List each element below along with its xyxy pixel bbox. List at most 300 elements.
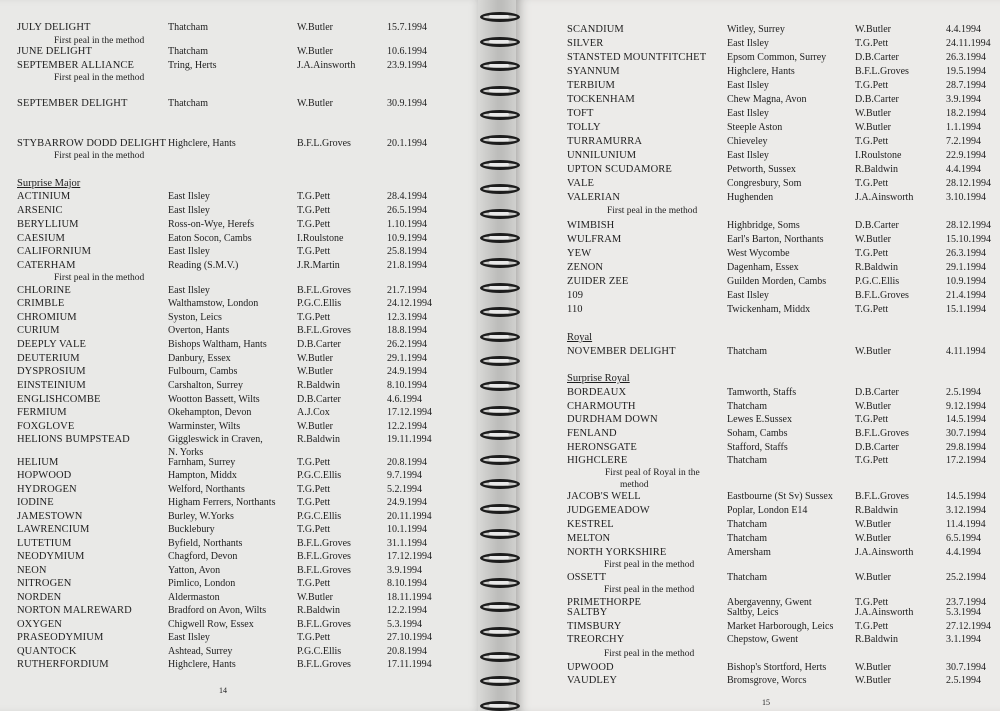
left-entry-ringer: B.F.L.Groves: [297, 138, 351, 149]
left-entry-place: Danbury, Essex: [168, 353, 231, 364]
right-entry-method: 109: [567, 290, 584, 301]
right-entry-place: Highclere, Hants: [727, 66, 795, 77]
spiral-coil: [480, 110, 520, 120]
left-entry-date: 17.12.1994: [387, 407, 432, 418]
right-entry-date: 5.3.1994: [946, 607, 981, 618]
left-entry-date: 20.1.1994: [387, 138, 427, 149]
right-entry-method: FENLAND: [567, 428, 617, 439]
left-entry-method: DYSPROSIUM: [17, 366, 86, 377]
left-entry-ringer: W.Butler: [297, 592, 334, 603]
left-entry-method: LUTETIUM: [17, 538, 72, 549]
spiral-coil: [480, 184, 520, 194]
right-entry-method: UNNILUNIUM: [567, 150, 637, 161]
left-entry-place: Highclere, Hants: [168, 659, 236, 670]
right-entry-place: Highbridge, Soms: [727, 220, 800, 231]
place-continuation: N. Yorks: [168, 447, 204, 458]
left-entry-method: NORDEN: [17, 592, 62, 603]
left-entry-method: SEPTEMBER ALLIANCE: [17, 60, 135, 71]
right-entry-ringer: B.F.L.Groves: [855, 66, 909, 77]
right-entry-date: 27.12.1994: [946, 621, 991, 632]
left-entry-ringer: W.Butler: [297, 353, 334, 364]
right-entry-date: 4.4.1994: [946, 24, 981, 35]
right-entry-ringer: J.A.Ainsworth: [855, 192, 914, 203]
right-entry-method: UPWOOD: [567, 662, 614, 673]
method-note: First peal in the method: [54, 73, 145, 83]
right-entry-date: 14.5.1994: [946, 414, 986, 425]
right-entry-place: Saltby, Leics: [727, 607, 779, 618]
left-entry-date: 25.8.1994: [387, 246, 427, 257]
left-entry-method: HYDROGEN: [17, 484, 77, 495]
left-entry-place: Hampton, Middx: [168, 470, 237, 481]
left-entry-date: 24.9.1994: [387, 366, 427, 377]
right-entry-method: NOVEMBER DELIGHT: [567, 346, 676, 357]
spiral-coil: [480, 283, 520, 293]
right-entry-date: 2.5.1994: [946, 387, 981, 398]
left-entry-date: 10.1.1994: [387, 524, 427, 535]
right-entry-place: Thatcham: [727, 533, 767, 544]
left-entry-date: 17.11.1994: [387, 659, 432, 670]
right-entry-method: 110: [567, 304, 583, 315]
right-entry-date: 25.2.1994: [946, 572, 986, 583]
left-entry-method: HELIUM: [17, 457, 59, 468]
left-entry-date: 26.2.1994: [387, 339, 427, 350]
page-number: 15: [762, 698, 770, 707]
left-entry-ringer: B.F.L.Groves: [297, 285, 351, 296]
left-entry-place: Bradford on Avon, Wilts: [168, 605, 267, 616]
right-entry-date: 15.1.1994: [946, 304, 986, 315]
right-entry-method: TOCKENHAM: [567, 94, 635, 105]
left-entry-place: East Ilsley: [168, 205, 210, 216]
left-entry-place: Syston, Leics: [168, 312, 222, 323]
left-entry-place: Carshalton, Surrey: [168, 380, 243, 391]
right-entry-method: BORDEAUX: [567, 387, 627, 398]
left-entry-ringer: T.G.Pett: [297, 246, 331, 257]
right-entry-date: 3.9.1994: [946, 94, 981, 105]
right-entry-ringer: W.Butler: [855, 519, 892, 530]
right-entry-ringer: T.G.Pett: [855, 136, 889, 147]
left-entry-date: 1.10.1994: [387, 219, 427, 230]
left-entry-ringer: T.G.Pett: [297, 219, 331, 230]
right-entry-method: OSSETT: [567, 572, 607, 583]
spiral-coil: [480, 479, 520, 489]
left-entry-method: CHROMIUM: [17, 312, 77, 323]
right-entry-method: SILVER: [567, 38, 604, 49]
right-entry-date: 29.1.1994: [946, 262, 986, 273]
left-entry-date: 23.9.1994: [387, 60, 427, 71]
right-entry-method: WULFRAM: [567, 234, 622, 245]
left-entry-place: East Ilsley: [168, 246, 210, 257]
right-entry-place: Epsom Common, Surrey: [727, 52, 827, 63]
left-entry-ringer: D.B.Carter: [297, 339, 341, 350]
left-entry-method: HELIONS BUMPSTEAD: [17, 434, 130, 445]
right-entry-date: 28.12.1994: [946, 178, 991, 189]
left-entry-ringer: P.G.C.Ellis: [297, 470, 342, 481]
left-entry-ringer: R.Baldwin: [297, 380, 341, 391]
spiral-coil: [480, 233, 520, 243]
left-entry-date: 28.4.1994: [387, 191, 427, 202]
right-entry-method: WIMBISH: [567, 220, 615, 231]
right-entry-method: UPTON SCUDAMORE: [567, 164, 672, 175]
right-entry-date: 3.12.1994: [946, 505, 986, 516]
right-entry-date: 9.12.1994: [946, 401, 986, 412]
right-entry-ringer: B.F.L.Groves: [855, 290, 909, 301]
right-entry-method: VALERIAN: [567, 192, 621, 203]
left-entry-place: Ross-on-Wye, Herefs: [168, 219, 255, 230]
left-entry-date: 24.12.1994: [387, 298, 432, 309]
right-entry-method: JACOB'S WELL: [567, 491, 641, 502]
right-entry-method: TREORCHY: [567, 634, 625, 645]
left-entry-method: CRIMBLE: [17, 298, 65, 309]
left-entry-method: FOXGLOVE: [17, 421, 75, 432]
left-entry-place: Thatcham: [168, 22, 208, 33]
left-entry-place: Welford, Northants: [168, 484, 245, 495]
left-entry-date: 5.3.1994: [387, 619, 422, 630]
right-entry-method: VALE: [567, 178, 595, 189]
spiral-coil: [480, 455, 520, 465]
left-entry-place: Ashtead, Surrey: [168, 646, 233, 657]
left-entry-method: NEON: [17, 565, 47, 576]
right-entry-place: Steeple Aston: [727, 122, 783, 133]
left-entry-ringer: P.G.C.Ellis: [297, 298, 342, 309]
left-entry-place: Fulbourn, Cambs: [168, 366, 238, 377]
left-entry-place: Pimlico, London: [168, 578, 236, 589]
left-entry-ringer: W.Butler: [297, 98, 334, 109]
right-entry-date: 23.7.1994: [946, 597, 986, 608]
left-entry-method: JULY DELIGHT: [17, 22, 91, 33]
right-entry-date: 15.10.1994: [946, 234, 991, 245]
right-entry-method: STANSTED MOUNTFITCHET: [567, 52, 707, 63]
right-entry-method: SALTBY: [567, 607, 608, 618]
page-number: 14: [219, 686, 227, 695]
right-entry-ringer: W.Butler: [855, 122, 892, 133]
spiral-coil: [480, 627, 520, 637]
left-entry-place: Giggleswick in Craven,: [168, 434, 263, 445]
right-entry-place: Thatcham: [727, 519, 767, 530]
right-entry-ringer: W.Butler: [855, 675, 892, 686]
left-entry-date: 3.9.1994: [387, 565, 422, 576]
left-entry-place: Okehampton, Devon: [168, 407, 252, 418]
right-entry-ringer: T.G.Pett: [855, 248, 889, 259]
left-entry-date: 17.12.1994: [387, 551, 432, 562]
left-entry-ringer: T.G.Pett: [297, 457, 331, 468]
left-entry-date: 10.6.1994: [387, 46, 427, 57]
left-entry-ringer: T.G.Pett: [297, 497, 331, 508]
spiral-coil: [480, 160, 520, 170]
spiral-coil: [480, 578, 520, 588]
right-entry-place: Thatcham: [727, 572, 767, 583]
left-entry-ringer: B.F.L.Groves: [297, 565, 351, 576]
right-entry-date: 7.2.1994: [946, 136, 981, 147]
left-entry-date: 31.1.1994: [387, 538, 427, 549]
left-entry-place: Tring, Herts: [168, 60, 217, 71]
left-entry-ringer: T.G.Pett: [297, 205, 331, 216]
left-entry-ringer: B.F.L.Groves: [297, 551, 351, 562]
right-entry-ringer: W.Butler: [855, 108, 892, 119]
right-entry-ringer: T.G.Pett: [855, 414, 889, 425]
right-entry-date: 26.3.1994: [946, 248, 986, 259]
right-entry-method: TERBIUM: [567, 80, 615, 91]
right-entry-ringer: R.Baldwin: [855, 634, 899, 645]
right-entry-date: 17.2.1994: [946, 455, 986, 466]
method-note: First peal in the method: [54, 273, 145, 283]
right-entry-date: 22.9.1994: [946, 150, 986, 161]
right-entry-date: 18.2.1994: [946, 108, 986, 119]
right-entry-ringer: D.B.Carter: [855, 442, 899, 453]
right-entry-method: TURRAMURRA: [567, 136, 643, 147]
right-entry-method: JUDGEMEADOW: [567, 505, 650, 516]
right-entry-date: 29.8.1994: [946, 442, 986, 453]
left-entry-method: CURIUM: [17, 325, 60, 336]
left-entry-method: CHLORINE: [17, 285, 71, 296]
right-entry-place: Guilden Morden, Cambs: [727, 276, 827, 287]
spiral-coil: [480, 504, 520, 514]
right-entry-method: ZUIDER ZEE: [567, 276, 629, 287]
right-entry-ringer: J.A.Ainsworth: [855, 607, 914, 618]
left-entry-date: 19.11.1994: [387, 434, 432, 445]
right-entry-place: Congresbury, Som: [727, 178, 802, 189]
right-entry-ringer: I.Roulstone: [855, 150, 902, 161]
right-entry-place: East Ilsley: [727, 38, 769, 49]
right-entry-ringer: D.B.Carter: [855, 94, 899, 105]
method-note: First peal in the method: [54, 151, 145, 161]
right-entry-ringer: D.B.Carter: [855, 220, 899, 231]
left-entry-place: Thatcham: [168, 46, 208, 57]
right-entry-method: HIGHCLERE: [567, 455, 628, 466]
left-entry-method: STYBARROW DODD DELIGHT: [17, 138, 166, 149]
left-entry-place: Higham Ferrers, Northants: [168, 497, 276, 508]
left-entry-place: Highclere, Hants: [168, 138, 236, 149]
right-entry-method: DURDHAM DOWN: [567, 414, 658, 425]
right-entry-place: Thatcham: [727, 455, 767, 466]
spiral-coil: [480, 553, 520, 563]
right-entry-method: YEW: [567, 248, 592, 259]
right-entry-place: Hughenden: [727, 192, 774, 203]
spiral-coil: [480, 652, 520, 662]
spiral-coil: [480, 307, 520, 317]
right-entry-method: KESTREL: [567, 519, 614, 530]
right-entry-place: Abergavenny, Gwent: [727, 597, 812, 608]
left-entry-place: Warminster, Wilts: [168, 421, 241, 432]
right-entry-ringer: D.B.Carter: [855, 387, 899, 398]
right-entry-date: 6.5.1994: [946, 533, 981, 544]
left-entry-ringer: T.G.Pett: [297, 632, 331, 643]
right-entry-method: TOFT: [567, 108, 594, 119]
left-entry-date: 20.11.1994: [387, 511, 432, 522]
method-note: First peal in the method: [604, 585, 695, 595]
left-entry-method: BERYLLIUM: [17, 219, 79, 230]
method-note: First peal in the method: [604, 649, 695, 659]
right-entry-method: ZENON: [567, 262, 604, 273]
spiral-coil: [480, 529, 520, 539]
right-entry-date: 26.3.1994: [946, 52, 986, 63]
right-entry-place: Chepstow, Gwent: [727, 634, 799, 645]
left-entry-method: HOPWOOD: [17, 470, 72, 481]
spiral-coil: [480, 332, 520, 342]
left-entry-ringer: D.B.Carter: [297, 394, 341, 405]
right-entry-date: 30.7.1994: [946, 662, 986, 673]
right-entry-method: SCANDIUM: [567, 24, 624, 35]
right-entry-place: East Ilsley: [727, 290, 769, 301]
right-entry-date: 19.5.1994: [946, 66, 986, 77]
right-entry-date: 24.11.1994: [946, 38, 991, 49]
left-entry-place: Walthamstow, London: [168, 298, 259, 309]
left-entry-ringer: R.Baldwin: [297, 434, 341, 445]
spiral-coil: [480, 61, 520, 71]
left-entry-ringer: B.F.L.Groves: [297, 619, 351, 630]
left-entry-method: ENGLISHCOMBE: [17, 394, 101, 405]
right-entry-method: TIMSBURY: [567, 621, 622, 632]
left-entry-ringer: I.Roulstone: [297, 233, 344, 244]
left-entry-method: NITROGEN: [17, 578, 72, 589]
left-entry-date: 20.8.1994: [387, 457, 427, 468]
left-entry-date: 15.7.1994: [387, 22, 427, 33]
left-entry-method: DEUTERIUM: [17, 353, 80, 364]
left-entry-date: 24.9.1994: [387, 497, 427, 508]
right-entry-place: Petworth, Sussex: [727, 164, 796, 175]
right-entry-place: Chew Magna, Avon: [727, 94, 807, 105]
left-entry-ringer: B.F.L.Groves: [297, 538, 351, 549]
right-entry-place: Thatcham: [727, 346, 767, 357]
left-entry-method: DEEPLY VALE: [17, 339, 86, 350]
left-entry-date: 29.1.1994: [387, 353, 427, 364]
right-entry-place: West Wycombe: [727, 248, 790, 259]
left-entry-ringer: J.A.Ainsworth: [297, 60, 356, 71]
left-entry-ringer: J.R.Martin: [297, 260, 340, 271]
left-entry-place: Chagford, Devon: [168, 551, 238, 562]
left-entry-method: QUANTOCK: [17, 646, 77, 657]
left-entry-place: Bucklebury: [168, 524, 215, 535]
left-entry-method: NORTON MALREWARD: [17, 605, 132, 616]
left-entry-method: EINSTEINIUM: [17, 380, 86, 391]
left-entry-place: Eaton Socon, Cambs: [168, 233, 252, 244]
left-entry-date: 9.7.1994: [387, 470, 422, 481]
left-entry-method: FERMIUM: [17, 407, 67, 418]
left-entry-ringer: T.G.Pett: [297, 524, 331, 535]
left-entry-method: OXYGEN: [17, 619, 62, 630]
left-entry-place: East Ilsley: [168, 285, 210, 296]
right-entry-place: Soham, Cambs: [727, 428, 788, 439]
left-entry-ringer: T.G.Pett: [297, 578, 331, 589]
right-entry-date: 4.4.1994: [946, 164, 981, 175]
left-entry-method: CAESIUM: [17, 233, 65, 244]
left-entry-ringer: W.Butler: [297, 46, 334, 57]
right-entry-date: 4.11.1994: [946, 346, 986, 357]
left-entry-method: JAMESTOWN: [17, 511, 83, 522]
section-heading-surprise-major: Surprise Major: [17, 178, 81, 189]
right-entry-place: Witley, Surrey: [727, 24, 785, 35]
right-entry-date: 4.4.1994: [946, 547, 981, 558]
right-entry-method: SYANNUM: [567, 66, 620, 77]
right-entry-method: PRIMETHORPE: [567, 597, 642, 608]
right-entry-ringer: T.G.Pett: [855, 178, 889, 189]
left-entry-place: Thatcham: [168, 98, 208, 109]
right-entry-date: 2.5.1994: [946, 675, 981, 686]
spiral-coil: [480, 676, 520, 686]
left-entry-method: ARSENIC: [17, 205, 63, 216]
left-entry-method: CATERHAM: [17, 260, 76, 271]
left-entry-ringer: W.Butler: [297, 22, 334, 33]
left-entry-place: Aldermaston: [168, 592, 220, 603]
left-entry-place: Bishops Waltham, Hants: [168, 339, 267, 350]
right-entry-ringer: R.Baldwin: [855, 505, 899, 516]
right-entry-ringer: T.G.Pett: [855, 38, 889, 49]
right-entry-date: 1.1.1994: [946, 122, 981, 133]
right-entry-ringer: W.Butler: [855, 533, 892, 544]
right-entry-ringer: R.Baldwin: [855, 262, 899, 273]
right-entry-place: Tamworth, Staffs: [727, 387, 797, 398]
right-entry-ringer: W.Butler: [855, 662, 892, 673]
left-entry-ringer: W.Butler: [297, 366, 334, 377]
left-entry-place: Farnham, Surrey: [168, 457, 236, 468]
right-entry-ringer: T.G.Pett: [855, 621, 889, 632]
left-entry-ringer: W.Butler: [297, 421, 334, 432]
right-entry-ringer: T.G.Pett: [855, 455, 889, 466]
left-entry-place: East Ilsley: [168, 191, 210, 202]
spiral-coil: [480, 602, 520, 612]
right-entry-place: Bromsgrove, Worcs: [727, 675, 807, 686]
left-entry-method: LAWRENCIUM: [17, 524, 90, 535]
method-note: First peal of Royal in the: [605, 468, 700, 478]
left-entry-method: CALIFORNIUM: [17, 246, 92, 257]
spiral-coil: [480, 12, 520, 22]
method-note: method: [620, 480, 649, 490]
right-entry-place: Stafford, Staffs: [727, 442, 788, 453]
right-entry-ringer: J.A.Ainsworth: [855, 547, 914, 558]
left-entry-place: Wootton Bassett, Wilts: [168, 394, 260, 405]
right-entry-ringer: W.Butler: [855, 346, 892, 357]
left-entry-ringer: B.F.L.Groves: [297, 659, 351, 670]
left-entry-date: 26.5.1994: [387, 205, 427, 216]
right-entry-method: NORTH YORKSHIRE: [567, 547, 667, 558]
right-entry-method: VAUDLEY: [567, 675, 618, 686]
right-entry-ringer: B.F.L.Groves: [855, 491, 909, 502]
right-entry-date: 14.5.1994: [946, 491, 986, 502]
right-entry-date: 3.10.1994: [946, 192, 986, 203]
left-entry-date: 4.6.1994: [387, 394, 422, 405]
right-entry-place: Earl's Barton, Northants: [727, 234, 824, 245]
right-entry-ringer: W.Butler: [855, 24, 892, 35]
left-entry-method: RUTHERFORDIUM: [17, 659, 109, 670]
left-entry-ringer: P.G.C.Ellis: [297, 646, 342, 657]
spiral-coil: [480, 209, 520, 219]
left-entry-place: Chigwell Row, Essex: [168, 619, 254, 630]
right-entry-place: Amersham: [727, 547, 771, 558]
left-entry-date: 30.9.1994: [387, 98, 427, 109]
right-entry-ringer: P.G.C.Ellis: [855, 276, 900, 287]
left-entry-ringer: T.G.Pett: [297, 484, 331, 495]
left-entry-method: JUNE DELIGHT: [17, 46, 92, 57]
left-entry-date: 18.8.1994: [387, 325, 427, 336]
left-entry-place: Burley, W.Yorks: [168, 511, 234, 522]
right-entry-place: Chieveley: [727, 136, 768, 147]
right-entry-place: East Ilsley: [727, 80, 769, 91]
right-entry-method: MELTON: [567, 533, 611, 544]
left-entry-date: 8.10.1994: [387, 578, 427, 589]
right-entry-date: 10.9.1994: [946, 276, 986, 287]
left-entry-place: Overton, Hants: [168, 325, 230, 336]
right-entry-ringer: D.B.Carter: [855, 52, 899, 63]
right-entry-ringer: T.G.Pett: [855, 304, 889, 315]
spiral-coil: [480, 701, 520, 711]
left-entry-date: 18.11.1994: [387, 592, 432, 603]
left-entry-ringer: P.G.C.Ellis: [297, 511, 342, 522]
spiral-coil: [480, 37, 520, 47]
left-entry-method: PRASEODYMIUM: [17, 632, 104, 643]
right-entry-ringer: T.G.Pett: [855, 597, 889, 608]
right-entry-place: East Ilsley: [727, 150, 769, 161]
right-entry-ringer: W.Butler: [855, 572, 892, 583]
left-entry-method: ACTINIUM: [17, 191, 71, 202]
